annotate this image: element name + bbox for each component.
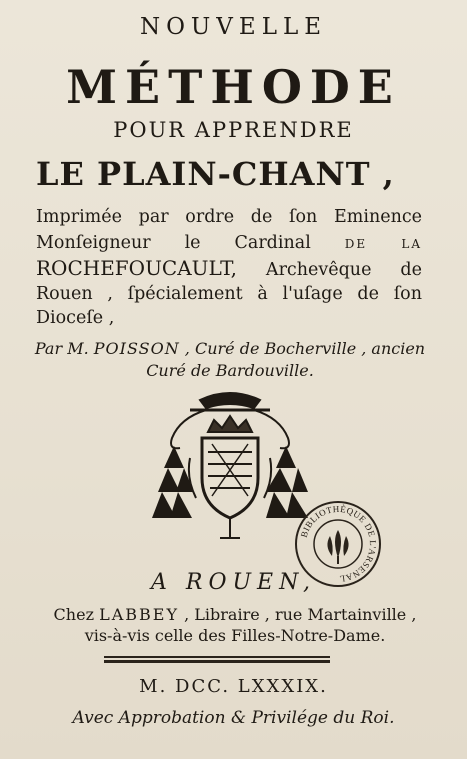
- publisher-line: [30, 604, 440, 646]
- imprint-small-caps: DE LA: [344, 237, 422, 251]
- publication-year: M. DCC. LXXXIX.: [139, 676, 328, 697]
- title-line-plain-chant: LE PLAIN-CHANT ,: [36, 155, 395, 193]
- imprint-text-2: Archevêque de Rouen , ſpécialement à l'uſage de ſon Dioceſe ,: [36, 260, 422, 328]
- coat-of-arms-icon: [150, 388, 310, 546]
- imprint-text-1: Imprimée par ordre de ſon Eminence Monſeigneur le Cardinal: [36, 207, 422, 253]
- author-line: [30, 338, 430, 382]
- stamp-text: BIBLIOTHÈQUE DE L'ARSENAL: [298, 503, 379, 585]
- title-line-methode: MÉTHODE: [66, 60, 401, 114]
- double-rule-divider: [104, 656, 330, 664]
- imprint-name: ROCHEFOUCAULT,: [36, 256, 237, 280]
- title-line-nouvelle: NOUVELLE: [139, 14, 328, 40]
- publisher-address: vis-à-vis celle des Filles-Notre-Dame.: [84, 626, 386, 645]
- imprint-place: A ROUEN,: [151, 570, 316, 595]
- author-name: POISSON: [93, 339, 180, 358]
- imprint-statement: [36, 205, 422, 330]
- publisher-rest: , Libraire , rue Martainville ,: [179, 605, 417, 624]
- approbation-line: Avec Approbation & Privilége du Roi.: [72, 708, 395, 728]
- author-prefix: Par M.: [34, 339, 94, 358]
- author-suffix: , Curé de Bocherville , ancien: [179, 339, 426, 358]
- rule-line-bottom: [104, 660, 330, 663]
- publisher-prefix: Chez: [53, 605, 100, 624]
- publisher-name: LABBEY: [99, 605, 180, 624]
- title-line-pour-apprendre: POUR APPRENDRE: [113, 118, 354, 142]
- author-line-2: Curé de Bardouville.: [146, 361, 314, 380]
- rule-line-top: [104, 656, 330, 658]
